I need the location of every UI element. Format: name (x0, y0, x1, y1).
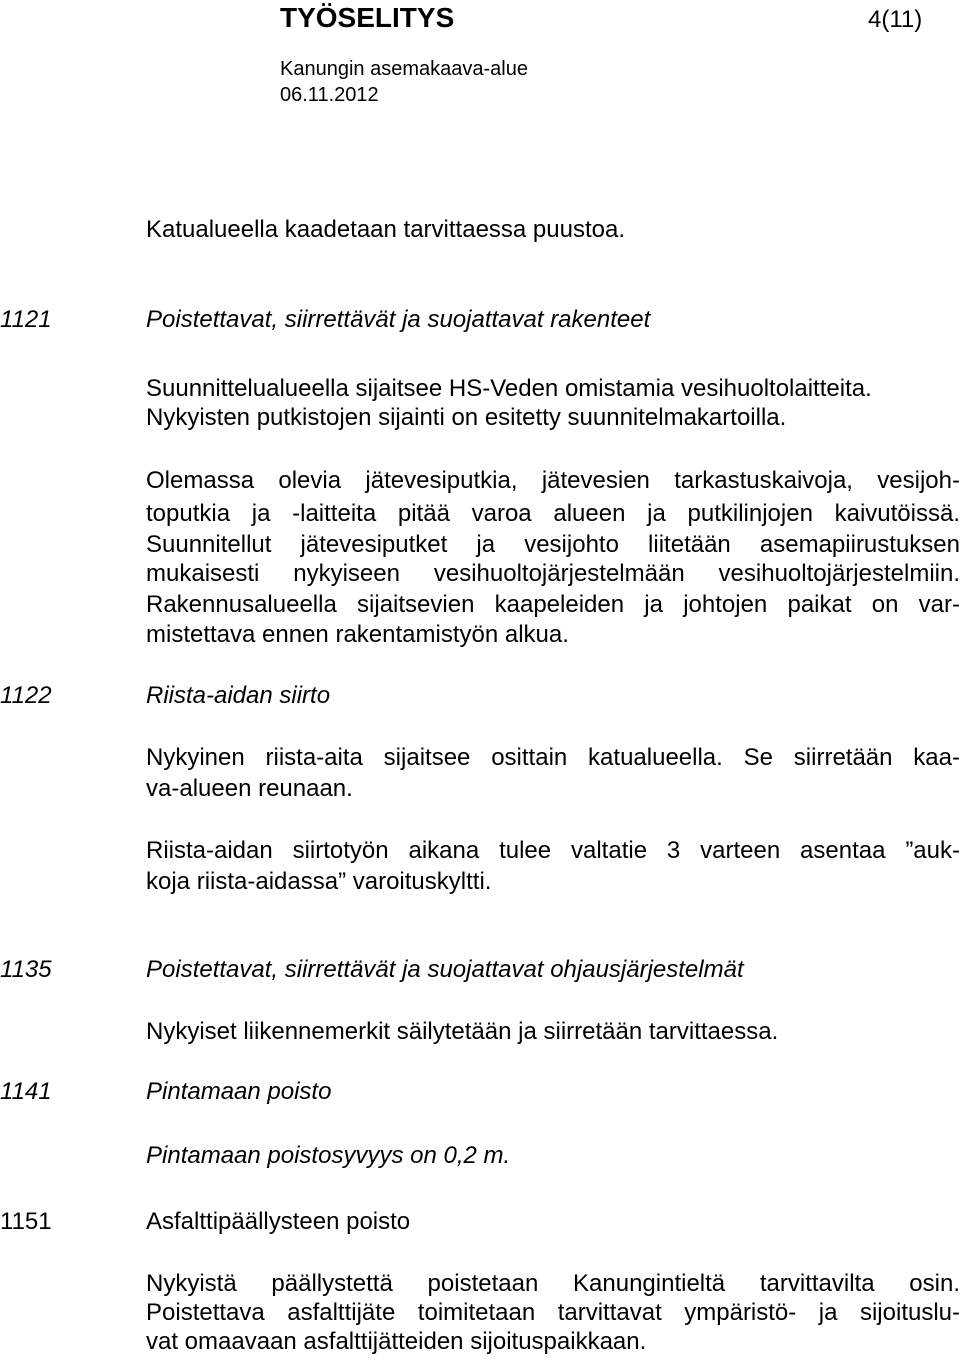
paragraph-line: koja riista-aidassa” varoituskyltti. (146, 868, 492, 895)
paragraph-line: Olemassa olevia jätevesiputkia, jätevesien tarkastuskaivoja, vesijoh- (146, 467, 960, 494)
intro-paragraph: Katualueella kaadetaan tarvittaessa puustoa. (146, 216, 626, 243)
paragraph-line: mistettava ennen rakentamistyön alkua. (146, 621, 569, 648)
paragraph-line: Nykyistä päällystettä poistetaan Kanungintieltä tarvittavilta osin. (146, 1270, 960, 1297)
paragraph-line: Nykyiset liikennemerkit säilytetään ja siirretään tarvittaessa. (146, 1018, 779, 1045)
document-date: 06.11.2012 (280, 84, 379, 106)
section-heading-1121: Poistettavat, siirrettävät ja suojattavat rakenteet (146, 306, 651, 333)
paragraph-line: Poistettava asfalttijäte toimitetaan tarvittavat ympäristö- ja sijoituslu- (146, 1299, 960, 1326)
section-heading-1135: Poistettavat, siirrettävät ja suojattavat ohjausjärjestelmät (146, 956, 744, 983)
section-code-1122: 1122 (0, 682, 52, 709)
document-subtitle: Kanungin asemakaava-alue (280, 58, 528, 80)
document-title: TYÖSELITYS (280, 2, 455, 33)
section-code-1121: 1121 (0, 306, 52, 333)
paragraph-line: Riista-aidan siirtotyön aikana tulee valtatie 3 varteen asentaa ”auk- (146, 837, 960, 864)
section-code-1151: 1151 (0, 1208, 52, 1235)
paragraph-line: toputkia ja -laitteita pitää varoa alueen ja putkilinjojen kaivutöissä. (146, 500, 960, 527)
paragraph-line: Rakennusalueella sijaitsevien kaapeleiden ja johtojen paikat on var- (146, 591, 960, 618)
paragraph-line: Pintamaan poistosyvyys on 0,2 m. (146, 1142, 511, 1169)
paragraph-line: vat omaavaan asfalttijätteiden sijoituspaikkaan. (146, 1328, 647, 1355)
paragraph-line: Nykyisten putkistojen sijainti on esitetty suunnitelmakartoilla. (146, 404, 787, 431)
paragraph-line: mukaisesti nykyiseen vesihuoltojärjestelmään vesihuoltojärjestelmiin. (146, 560, 960, 587)
paragraph-line: Suunnittelualueella sijaitsee HS-Veden omistamia vesihuoltolaitteita. (146, 375, 872, 402)
section-heading-1141: Pintamaan poisto (146, 1078, 332, 1105)
page-number: 4(11) (868, 6, 923, 33)
section-heading-1151: Asfalttipäällysteen poisto (146, 1208, 411, 1235)
paragraph-line: Suunnitellut jätevesiputket ja vesijohto liitetään asemapiirustuksen (146, 531, 960, 558)
section-code-1135: 1135 (0, 956, 52, 983)
paragraph-line: Nykyinen riista-aita sijaitsee osittain katualueella. Se siirretään kaa- (146, 744, 960, 771)
paragraph-line: va-alueen reunaan. (146, 775, 353, 802)
section-heading-1122: Riista-aidan siirto (146, 682, 331, 709)
section-code-1141: 1141 (0, 1078, 52, 1105)
